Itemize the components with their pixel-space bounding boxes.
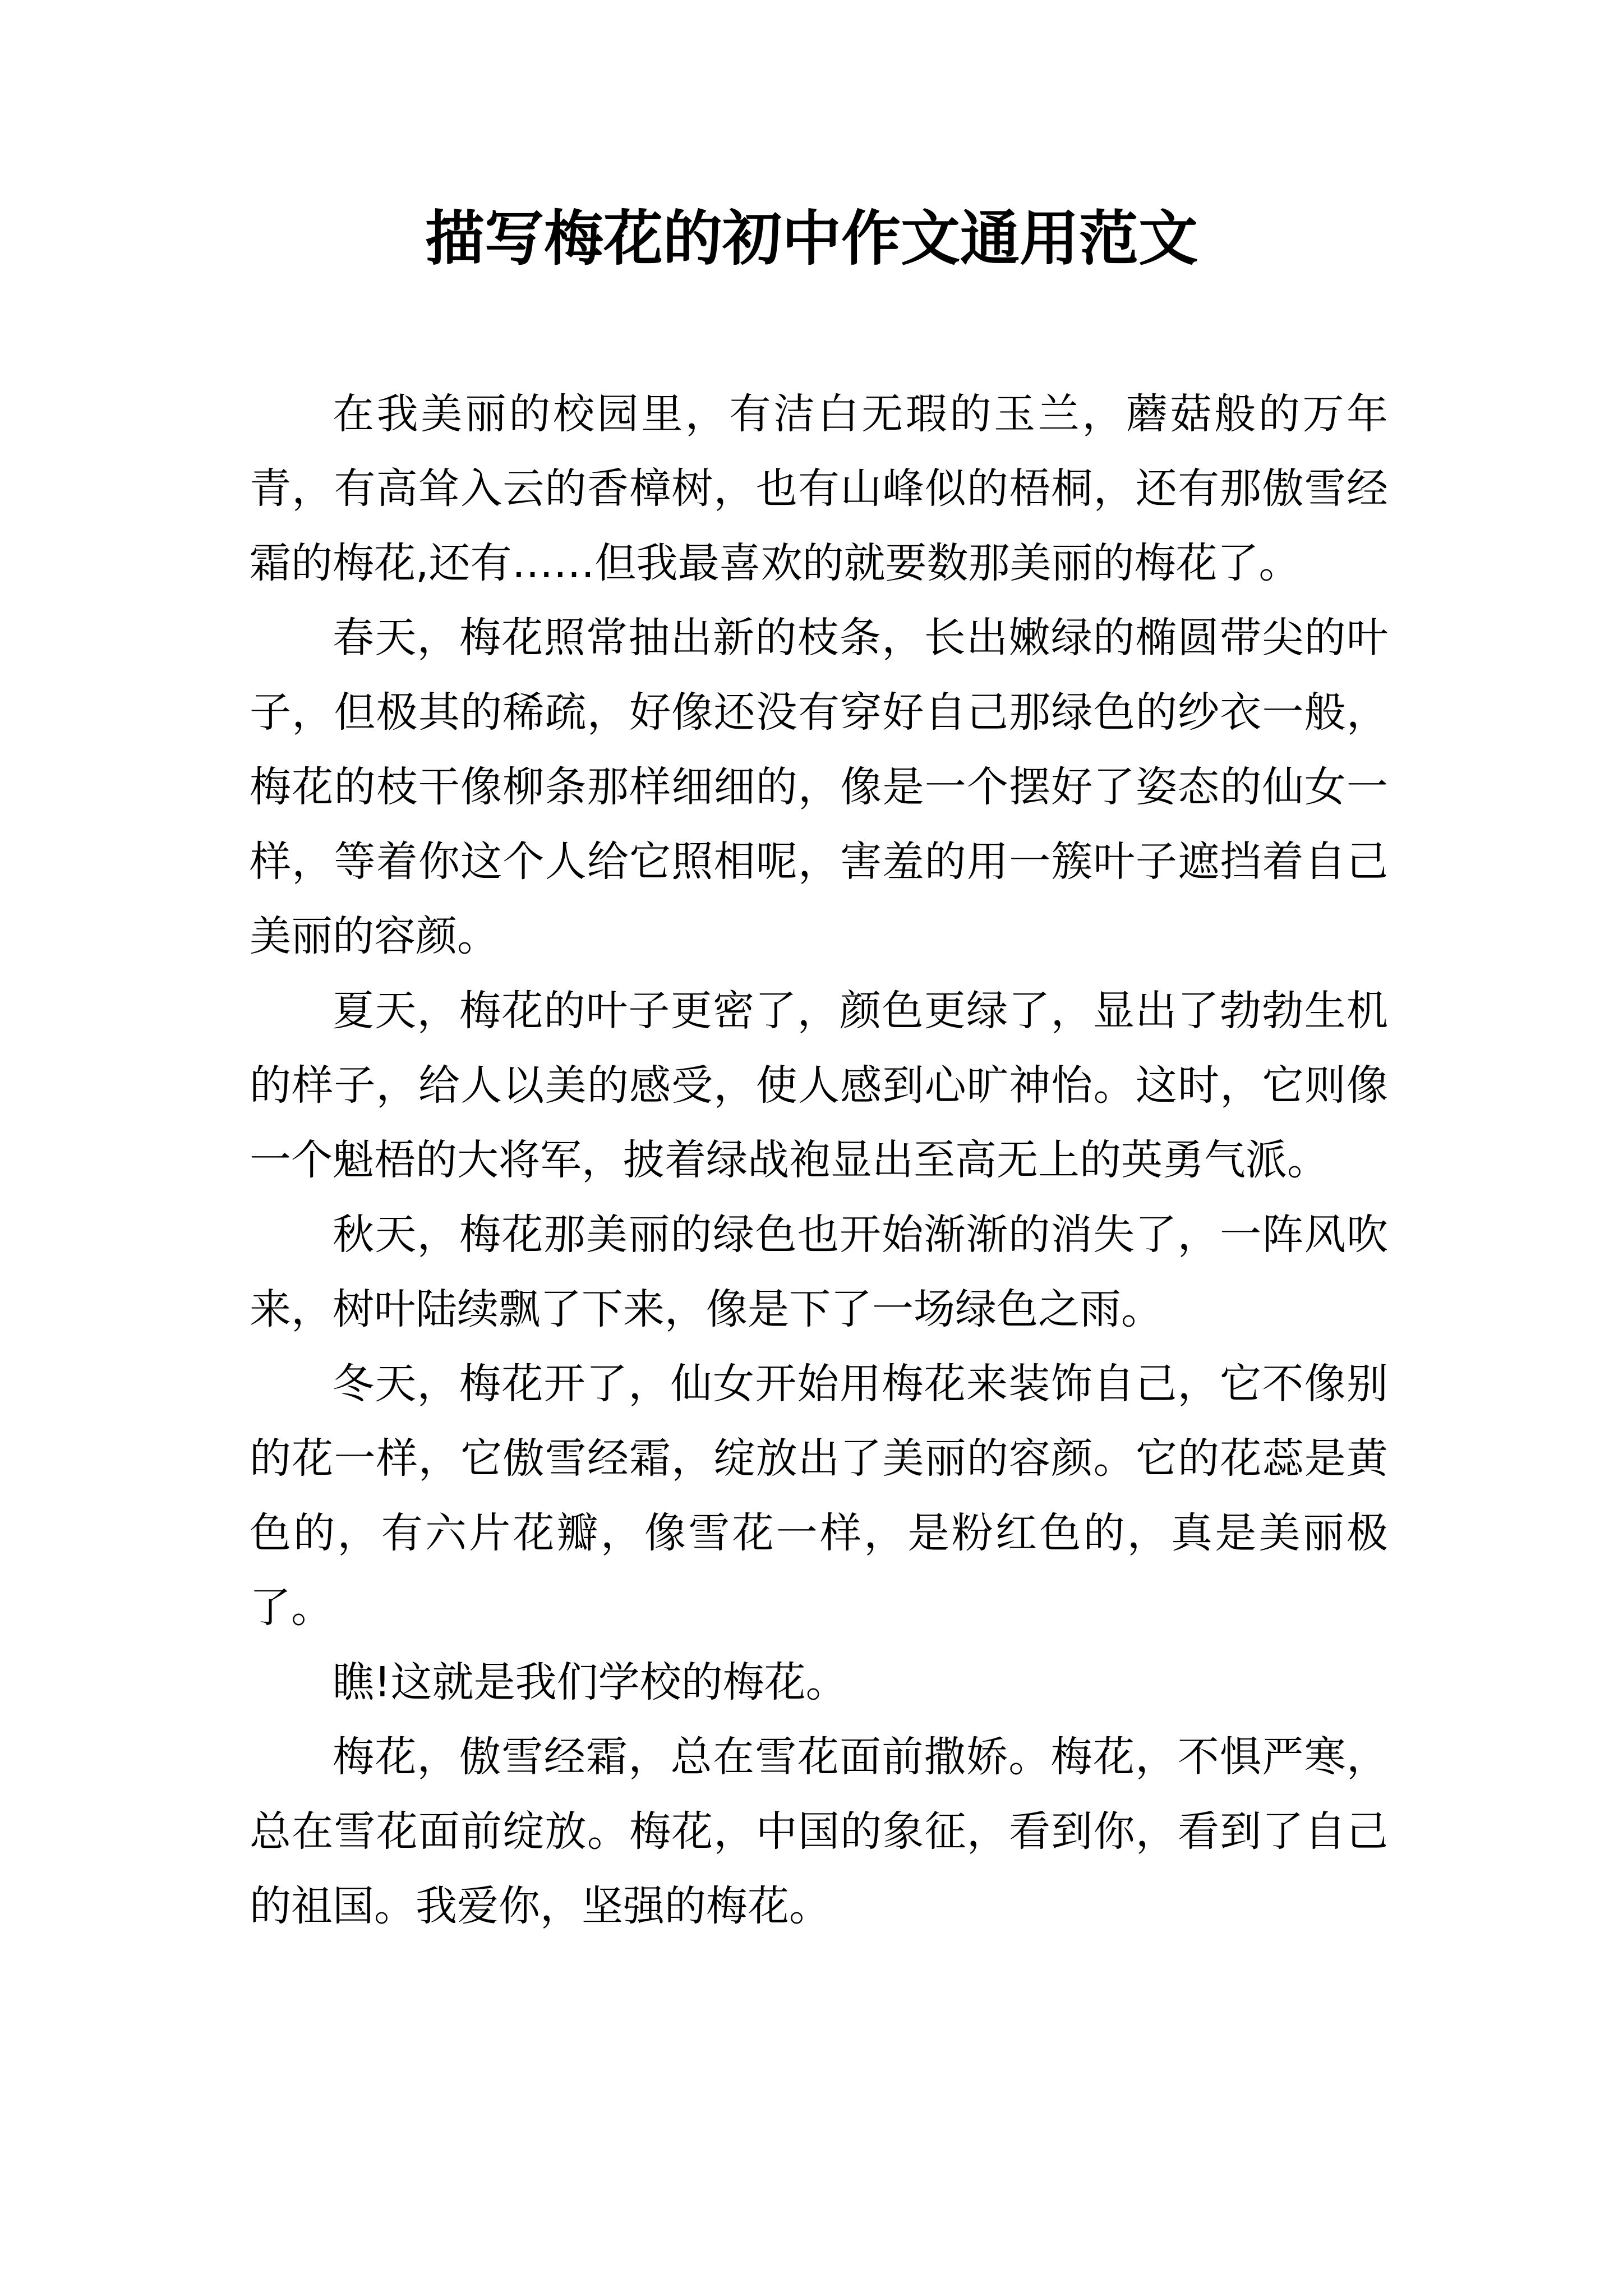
- paragraph-spring: 春天，梅花照常抽出新的枝条，长出嫩绿的椭圆带尖的叶子，但极其的稀疏，好像还没有穿好自己那绿色的纱衣一般，梅花的枝干像柳条那样细细的，像是一个摆好了姿态的仙女一样，等着你这个人给它照相呢，害羞的用一簇叶子遮挡着自己美丽的容颜。: [250, 614, 1388, 960]
- paragraph-winter: 冬天，梅花开了，仙女开始用梅花来装饰自己，它不像别的花一样，它傲雪经霜，绽放出了美丽的容颜。它的花蕊是黄色的，有六片花瓣，像雪花一样，是粉红色的，真是美丽极了。: [250, 1360, 1388, 1632]
- paragraph-conclusion: 梅花，傲雪经霜，总在雪花面前撒娇。梅花，不惧严寒，总在雪花面前绽放。梅花，中国的象征，看到你，看到了自己的祖国。我爱你，坚强的梅花。: [250, 1733, 1388, 1930]
- document-body: [250, 377, 1388, 1944]
- document-title: 描写梅花的初中作文通用范文: [425, 203, 1198, 273]
- paragraph-look: 瞧!这就是我们学校的梅花。: [333, 1658, 847, 1706]
- paragraph-autumn: 秋天，梅花那美丽的绿色也开始渐渐的消失了，一阵风吹来，树叶陆续飘了下来，像是下了一场绿色之雨。: [250, 1211, 1388, 1333]
- paragraph-intro: 在我美丽的校园里，有洁白无瑕的玉兰，蘑菇般的万年青，有高耸入云的香樟树，也有山峰似的梧桐，还有那傲雪经霜的梅花,还有……但我最喜欢的就要数那美丽的梅花了。: [250, 390, 1388, 587]
- paragraph-summer: 夏天，梅花的叶子更密了，颜色更绿了，显出了勃勃生机的样子，给人以美的感受，使人感到心旷神怡。这时，它则像一个魁梧的大将军，披着绿战袍显出至高无上的英勇气派。: [250, 987, 1388, 1184]
